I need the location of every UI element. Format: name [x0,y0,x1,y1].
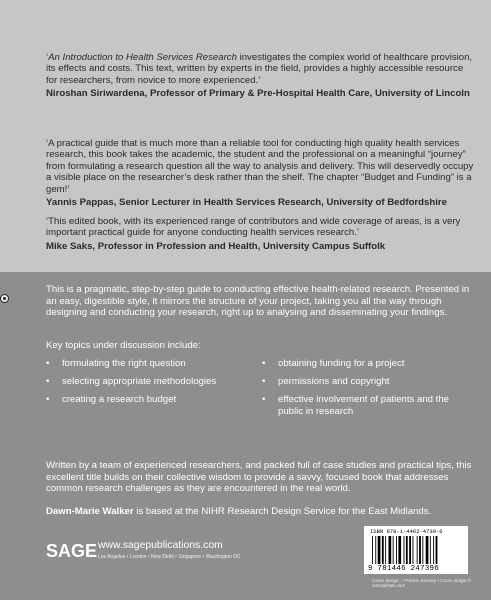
review-2-author: Yannis Pappas, Senior Lecturer in Health Services Research, University of Bedfordshire [46,197,447,209]
review-2 [46,138,474,208]
topic-label: formulating the right question [62,358,186,369]
sage-logo: SAGE [46,541,98,561]
bullet-icon: • [262,394,266,405]
review-3 [46,216,474,252]
list-item [46,376,256,388]
bullet-icon: • [46,376,50,387]
author-name: Dawn-Marie Walker [46,506,134,517]
barcode [364,526,468,574]
review-1 [46,52,474,100]
topic-label: creating a research budget [62,394,177,405]
closing-paragraph: Written by a team of experienced researchers, and packed full of case studies and practical tips, this excellent title builds on their collective wisdom to provide a savvy, focused book that addresses common research challenges as they are encountered in the real world. [46,460,472,495]
book-description: This is a pragmatic, step-by-step guide to conducting effective health-related research. Presented in an easy, digestible style, it mirrors the structure of your project, taking you all the way through designing and conducting your research, right up to analysing and disseminating your findings. [46,284,470,319]
review-2-quote: ‘A practical guide that is much more than a reliable tool for conducting high quality health services research, this book takes the academic, the student and the professional on a meaningful “journey” from formulating a research question all the way to analysis and delivery. This will deservedly occupy a visible place on the researcher’s desk rather than the shelf. The chapter “Budget and Funding” is a gem!’ [46,138,474,195]
registration-mark-icon [0,294,9,303]
bullet-icon: • [262,358,266,369]
review-1-author: Niroshan Siriwardena, Professor of Primary & Pre-Hospital Health Care, University of Lincoln [46,88,470,100]
review-1-text: investigates the complex world of healthcare provision, its effects and costs. This text, written by experts in the field, provides a highly accessible resource for researchers, from novice to more experienced.’ [46,52,473,86]
list-item [46,394,256,406]
bullet-icon: • [262,376,266,387]
topic-label: obtaining funding for a project [278,358,405,369]
publisher-cities: Los Angeles • London • New Delhi • Singapore • Washington DC [98,554,241,560]
bullet-icon: • [46,358,50,369]
list-item [262,358,474,370]
topic-label: effective involvement of patients and the public in research [278,394,450,417]
cover-credits: Cover design – Francis Kenney • Cover image © istockphoto.com [372,578,471,588]
topic-label: selecting appropriate methodologies [62,376,217,387]
topics-heading: Key topics under discussion include: [46,340,201,351]
barcode-digits: 9 781446 247396 [368,565,440,573]
author-bio-text: is based at the NIHR Research Design Service for the East Midlands. [133,506,432,517]
topic-label: permissions and copyright [278,376,390,387]
review-1-quote: ‘An Introduction to Health Services Research investigates the complex world of healthcare provision, its effects and costs. This text, written by experts in the field, provides a highly accessible resource for researchers, from novice to more experienced.’ [46,52,473,86]
bullet-icon: • [46,394,50,405]
review-3-quote: ‘This edited book, with its experienced range of contributors and wide coverage of areas, is a very important practical guide for anyone conducting health services research.’ [46,216,461,239]
author-bio [46,506,474,518]
list-item [46,358,256,370]
book-title: An Introduction to Health Services Research [48,52,237,63]
isbn-label: ISBN 978-1-4462-4739-6 [370,528,443,535]
publisher-url: www.sagepublications.com [98,540,223,551]
list-item [262,394,474,417]
review-3-author: Mike Saks, Professor in Profession and Health, University Campus Suffolk [46,240,386,252]
list-item [262,376,474,388]
